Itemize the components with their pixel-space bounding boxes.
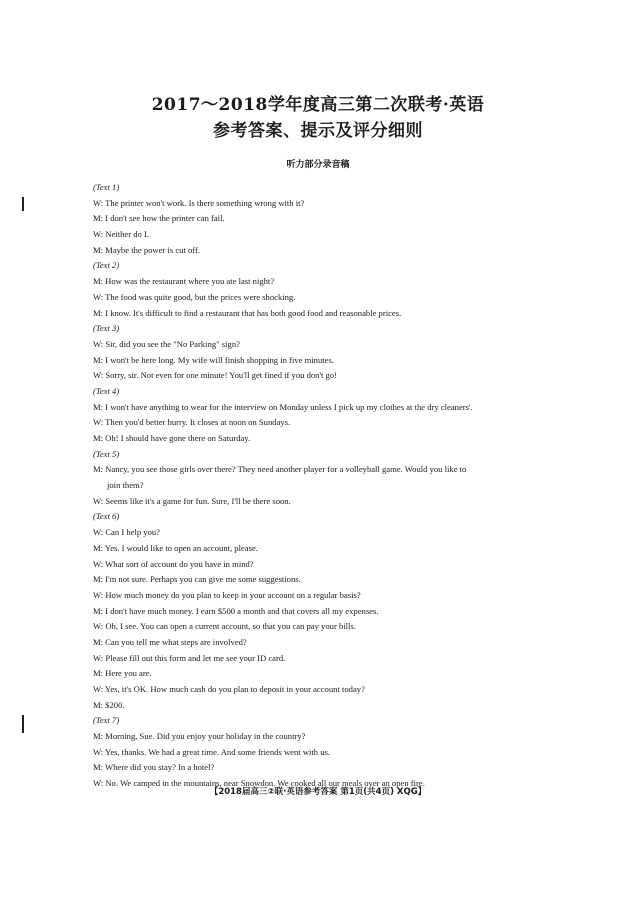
transcript-line: join them? xyxy=(107,480,144,491)
transcript-line: W: Sorry, sir. Not even for one minute! You'll get fined if you don't go! xyxy=(93,370,338,381)
transcript-line: W: Then you'd better hurry. It closes at noon on Sundays. xyxy=(93,417,291,428)
transcript-line: W: Can I help you? xyxy=(93,527,160,538)
transcript-line: M: Where did you stay? In a hotel? xyxy=(93,762,215,773)
text-label: (Text 7) xyxy=(93,715,120,726)
transcript-line: W: Yes, thanks. We had a great time. And some friends went with us. xyxy=(93,746,331,757)
transcript-line: M: I'm not sure. Perhaps you can give me some suggestions. xyxy=(93,574,301,585)
transcript-line: W: The printer won't work. Is there something wrong with it? xyxy=(93,197,305,208)
text-label: (Text 2) xyxy=(93,260,120,271)
transcript-line: M: How was the restaurant where you ate last night? xyxy=(93,276,275,287)
transcript-line: W: Sir, did you see the "No Parking" sign? xyxy=(93,338,240,349)
page-footer: 【2018届高三②联·英语参考答案 第1页(共4页) XQG】 xyxy=(209,787,427,797)
text-label: (Text 4) xyxy=(93,385,120,396)
text-label: (Text 5) xyxy=(93,448,120,459)
transcript-line: M: Oh! I should have gone there on Saturday. xyxy=(93,433,251,443)
transcript-line: W: No. We camped in the mountains, near Snowdon. We cooked all our meals over an open fire. xyxy=(93,778,425,789)
transcript-line: M: Maybe the power is cut off. xyxy=(93,244,201,255)
transcript-line: W: Oh, I see. You can open a current account, so that you can pay your bills. xyxy=(93,621,356,632)
transcript-line: W: The food was quite good, but the prices were shocking. xyxy=(93,291,296,302)
transcript-line: M: I won't be here long. My wife will finish shopping in five minutes. xyxy=(93,354,334,365)
transcript-line: W: How much money do you plan to keep in your account on a regular basis? xyxy=(93,589,361,600)
transcript-line: M: Here you are. xyxy=(93,668,152,679)
transcript-line: W: What sort of account do you have in mind? xyxy=(93,558,254,569)
document-title: 2017～2018学年度高三第二次联考·英语 xyxy=(151,95,485,115)
section-heading: 听力部分录音稿 xyxy=(286,160,350,170)
scan-mark-top xyxy=(22,197,24,211)
transcript-line: W: Seems like it's a game for fun. Sure, I'll be there soon. xyxy=(93,495,291,506)
transcript-line: M: Yes. I would like to open an account, please. xyxy=(93,542,258,553)
transcript-line: W: Neither do I. xyxy=(93,229,149,240)
transcript-line: M: Can you tell me what steps are involved? xyxy=(93,636,247,647)
transcript-line: M: I know. It's difficult to find a restaurant that has both good food and reasonable prices. xyxy=(93,307,402,318)
transcript-line: M: I won't have anything to wear for the interview on Monday unless I pick up my clothes at the dry cleaners'. xyxy=(93,401,473,412)
transcript-line: W: Yes, it's OK. How much cash do you plan to deposit in your account today? xyxy=(93,684,365,694)
transcript-line: W: Please fill out this form and let me see your ID card. xyxy=(93,652,286,663)
transcript-line: M: $200. xyxy=(93,699,125,710)
transcript-line: M: I don't have much money. I earn $500 a month and that covers all my expenses. xyxy=(93,605,379,616)
transcript-line: M: I don't see how the printer can fail. xyxy=(93,213,225,224)
document-subtitle: 参考答案、提示及评分细则 xyxy=(213,121,423,141)
scan-mark-bottom xyxy=(22,715,24,733)
text-label: (Text 3) xyxy=(93,323,120,334)
text-label: (Text 1) xyxy=(93,182,120,192)
transcript xyxy=(93,180,563,792)
transcript-line: M: Morning, Sue. Did you enjoy your holiday in the country? xyxy=(93,731,306,742)
text-label: (Text 6) xyxy=(93,511,120,522)
transcript-line: M: Nancy, you see those girls over there? They need another player for a volleyball game. Would you like to xyxy=(93,464,467,475)
